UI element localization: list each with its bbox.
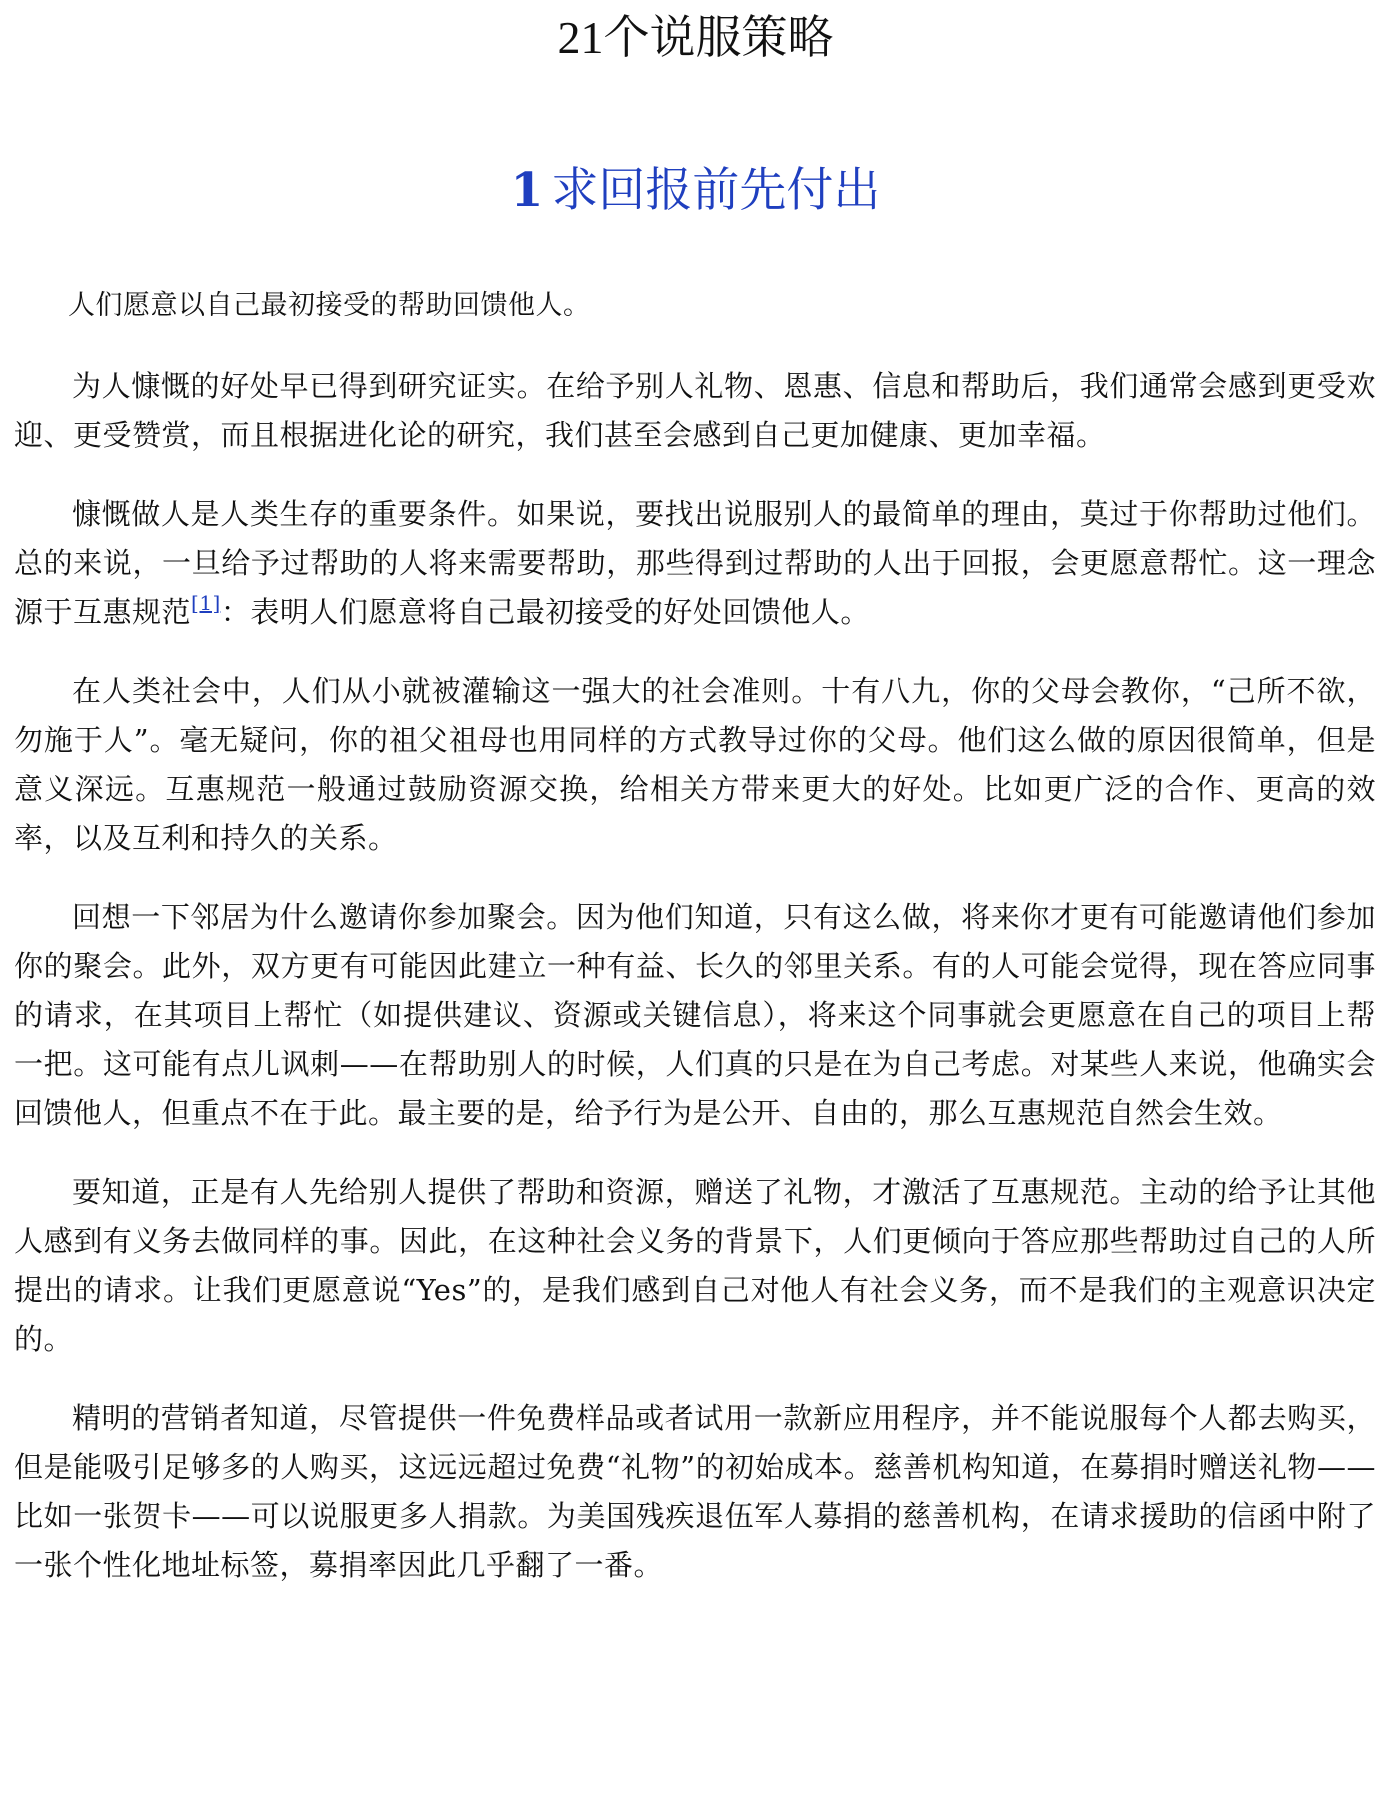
chapter-heading [0,158,1391,224]
lead-paragraph: 人们愿意以自己最初接受的帮助回馈他人。 [68,290,591,321]
chapter-number: 1 [510,163,544,218]
body-paragraph [14,490,1376,637]
body-paragraph: 要知道，正是有人先给别人提供了帮助和资源，赠送了礼物，才激活了互惠规范。主动的给予让其他人感到有义务去做同样的事。因此，在这种社会义务的背景下，人们更倾向于答应那些帮助过自己的人所提出的请求。让我们更愿意说“Yes”的，是我们感到自己对他人有社会义务，而不是我们的主观意识决定的。 [14,1175,1376,1356]
body-paragraph: 为人慷慨的好处早已得到研究证实。在给予别人礼物、恩惠、信息和帮助后，我们通常会感到更受欢迎、更受赞赏，而且根据进化论的研究，我们甚至会感到自己更加健康、更加幸福。 [14,369,1376,452]
body-paragraph: 精明的营销者知道，尽管提供一件免费样品或者试用一款新应用程序，并不能说服每个人都去购买，但是能吸引足够多的人购买，这远远超过免费“礼物”的初始成本。慈善机构知道，在募捐时赠送礼物——比如一张贺卡——可以说服更多人捐款。为美国残疾退伍军人募捐的慈善机构，在请求援助的信函中附了一张个性化地址标签，募捐率因此几乎翻了一番。 [14,1401,1376,1582]
chapter-title: 求回报前先付出 [551,163,881,218]
paragraph-text: ：表明人们愿意将自己最初接受的好处回馈他人。 [220,595,870,629]
paragraph-text: 慷慨做人是人类生存的重要条件。如果说，要找出说服别人的最简单的理由，莫过于你帮助过他们。总的来说，一旦给予过帮助的人将来需要帮助，那些得到过帮助的人出于回报，会更愿意帮忙。这一理念源于互惠规范 [14,497,1376,629]
body-paragraph: 在人类社会中，人们从小就被灌输这一强大的社会准则。十有八九，你的父母会教你，“己所不欲，勿施于人”。毫无疑问，你的祖父祖母也用同样的方式教导过你的父母。他们这么做的原因很简单，但是意义深远。互惠规范一般通过鼓励资源交换，给相关方带来更大的好处。比如更广泛的合作、更高的效率，以及互利和持久的关系。 [14,674,1376,855]
footnote-link[interactable]: [1] [191,591,221,615]
body-paragraph: 回想一下邻居为什么邀请你参加聚会。因为他们知道，只有这么做，将来你才更有可能邀请他们参加你的聚会。此外，双方更有可能因此建立一种有益、长久的邻里关系。有的人可能会觉得，现在答应同事的请求，在其项目上帮忙（如提供建议、资源或关键信息），将来这个同事就会更愿意在自己的项目上帮一把。这可能有点儿讽刺——在帮助别人的时候，人们真的只是在为自己考虑。对某些人来说，他确实会回馈他人，但重点不在于此。最主要的是，给予行为是公开、自由的，那么互惠规范自然会生效。 [14,900,1376,1130]
document-body [14,281,1376,1620]
document-title: 21个说服策略 [557,12,834,63]
